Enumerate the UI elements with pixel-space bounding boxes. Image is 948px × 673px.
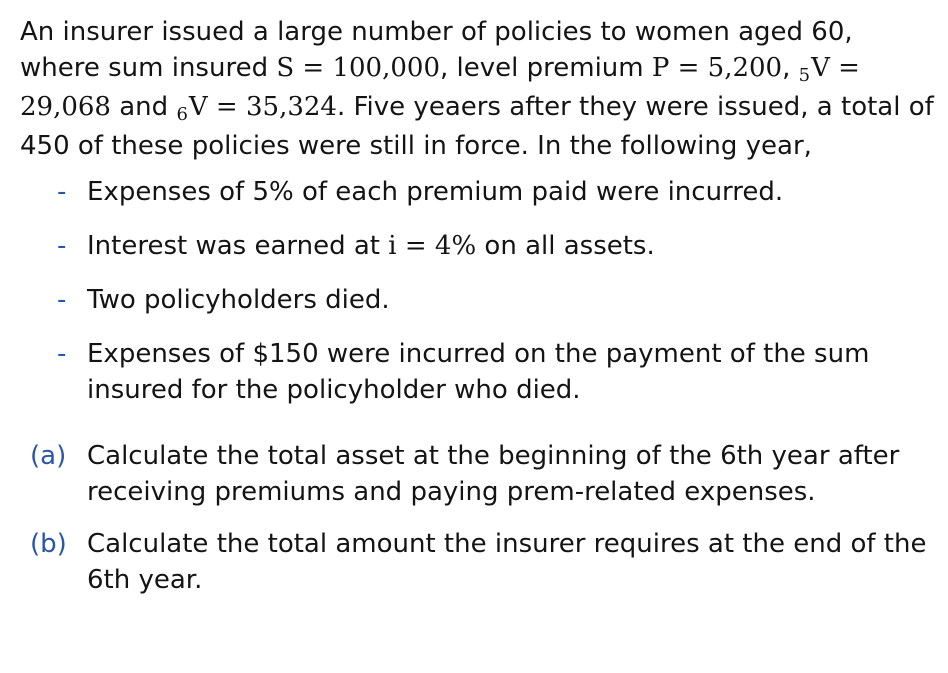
question-label: (a) [30,441,67,471]
list-item [20,282,940,318]
bullet-dash: - [57,231,67,261]
assumption-list [20,174,940,408]
intro-text-3: , [782,53,799,83]
reserve-5-value: V = 29,068 [20,53,860,122]
question-list [20,438,940,598]
question-item [20,526,940,598]
intro-text-4: and [110,92,177,122]
interest-formula: i = 4% [388,231,477,261]
bullet-text: Interest was earned at [87,231,389,261]
question-item [20,438,940,510]
intro-text-5: . Five yeaers after they were issued, a total of 450 of these policies were still in force. In the following year, [20,92,934,161]
question-text: Calculate the total amount the insurer requires at the end of the 6th year. [87,529,927,595]
reserve-6-formula [176,92,337,125]
problem-intro [20,14,940,164]
problem-page [20,14,940,614]
bullet-text: Expenses of $150 were incurred on the payment of the sum insured for the policyholder who died. [87,339,870,405]
list-item [20,228,940,264]
bullet-text: Expenses of 5% of each premium paid were incurred. [87,177,784,207]
bullet-dash: - [57,177,67,207]
reserve-6-subscript: 6 [176,104,188,125]
bullet-text: Two policyholders died. [87,285,390,315]
intro-text-2: , level premium [440,53,652,83]
bullet-dash: - [57,285,67,315]
intro-text-1: An insurer issued a large number of policies to women aged 60, where sum insured [20,17,853,83]
reserve-5-subscript: 5 [798,65,811,86]
premium-formula: P = 5,200 [651,53,783,83]
reserve-6-value: V = 35,324 [188,92,337,122]
question-label: (b) [30,529,67,559]
question-text: Calculate the total asset at the beginning of the 6th year after receiving premiums and paying prem-related expenses. [87,441,900,507]
bullet-dash: - [57,339,67,369]
bullet-text: on all assets. [476,231,655,261]
list-item [20,336,940,408]
sum-insured-formula: S = 100,000 [276,53,440,83]
list-item [20,174,940,210]
